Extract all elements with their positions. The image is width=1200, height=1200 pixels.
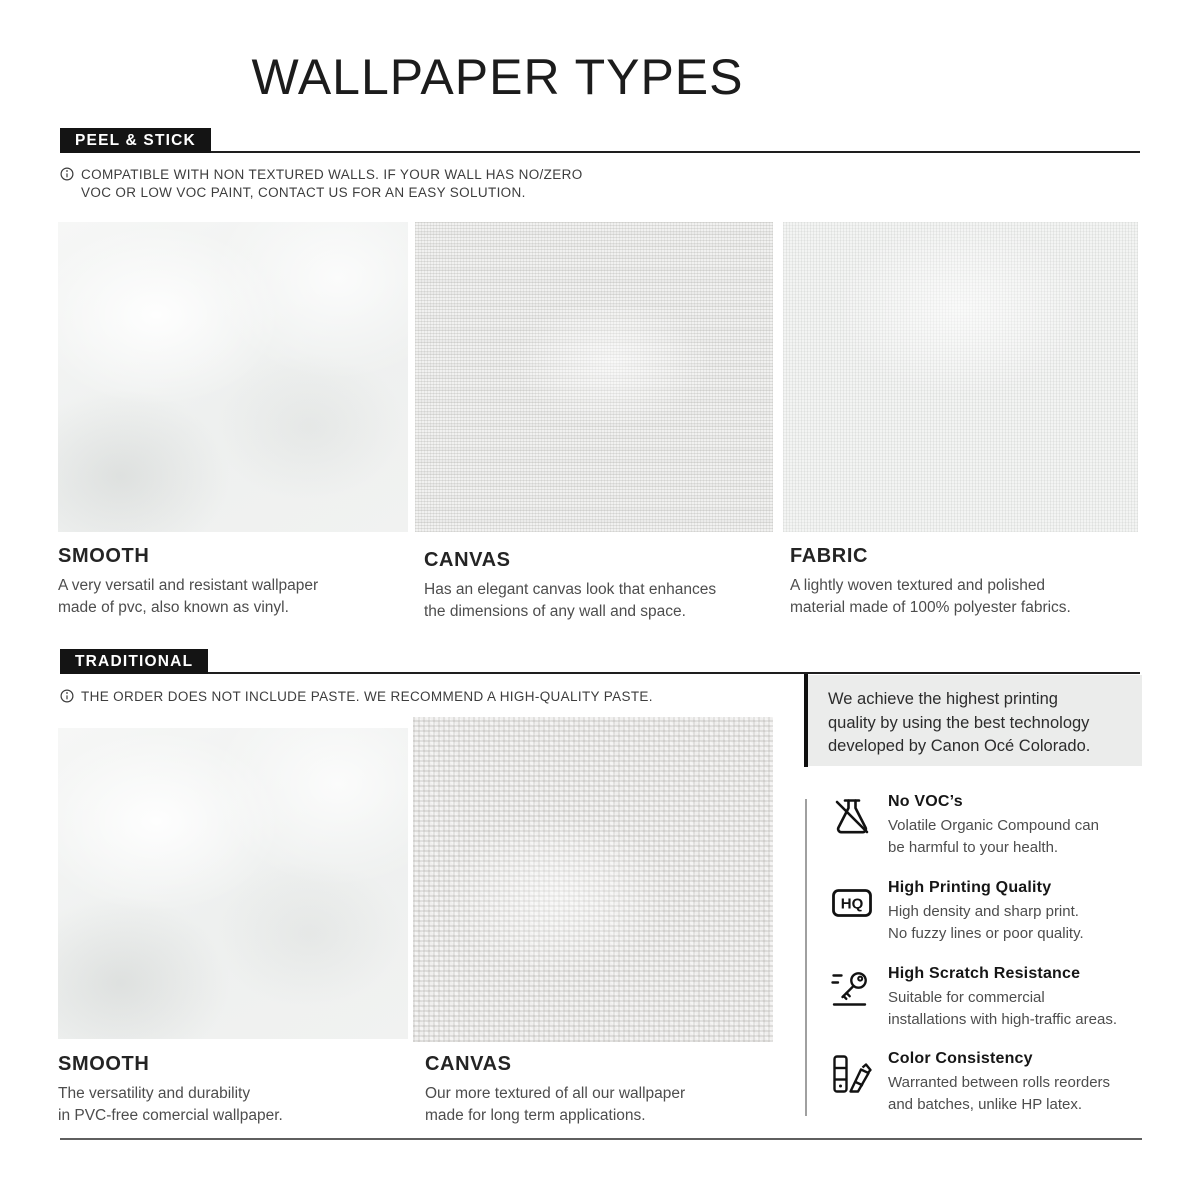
swatch-title: SMOOTH: [58, 545, 150, 567]
note-line: COMPATIBLE WITH NON TEXTURED WALLS. IF YOUR WALL HAS NO/ZERO: [81, 167, 583, 182]
page-title: WALLPAPER TYPES: [251, 49, 744, 105]
quote-line: developed by Canon Océ Colorado.: [828, 737, 1091, 755]
swatch-description-line: in PVC-free comercial wallpaper.: [58, 1107, 283, 1124]
feature-description-line: No fuzzy lines or poor quality.: [888, 924, 1084, 942]
swatch-title: CANVAS: [424, 549, 511, 571]
feature-description-line: Warranted between rolls reorders: [888, 1074, 1111, 1091]
swatch-image-peel-canvas: [415, 222, 773, 532]
feature-item-high-printing-quality: [829, 879, 1141, 944]
feature-item-no-voc: [829, 793, 1141, 858]
key-scratch-icon: [829, 965, 875, 1011]
swatch-image-peel-smooth: [58, 222, 408, 532]
swatch-title: CANVAS: [425, 1053, 512, 1075]
section-divider-peel-stick: [60, 151, 1140, 153]
feature-item-color-consistency: [829, 1050, 1141, 1115]
sidebar-divider-line: [805, 799, 807, 1116]
section-label-text: PEEL & STICK: [75, 131, 196, 149]
peel-stick-note: [60, 166, 583, 201]
feature-description-line: High density and sharp print.: [888, 903, 1079, 920]
note-line: VOC OR LOW VOC PAINT, CONTACT US FOR AN EASY SOLUTION.: [81, 184, 526, 200]
feature-title: High Scratch Resistance: [888, 965, 1081, 982]
swatch-caption-traditional-canvas: [425, 1053, 685, 1127]
hq-badge-icon: [829, 879, 875, 925]
bottom-divider: [60, 1138, 1142, 1140]
swatch-description-line: Has an elegant canvas look that enhances: [424, 581, 717, 598]
feature-title: No VOC’s: [888, 793, 963, 810]
swatch-caption-peel-smooth: [58, 545, 318, 619]
swatch-description-line: material made of 100% polyester fabrics.: [790, 599, 1071, 616]
swatch-caption-peel-canvas: [424, 549, 716, 623]
swatch-description-line: The versatility and durability: [58, 1085, 251, 1102]
info-icon: [60, 167, 74, 181]
no-voc-flask-icon: [829, 793, 875, 839]
quote-box: [808, 675, 1142, 766]
swatch-description-line: A lightly woven textured and polished: [790, 577, 1046, 594]
section-label-peel-stick: [60, 128, 211, 153]
swatch-description-line: the dimensions of any wall and space.: [424, 603, 686, 620]
feature-title: Color Consistency: [888, 1050, 1033, 1067]
quote-line: quality by using the best technology: [828, 713, 1090, 732]
swatch-image-traditional-canvas: [413, 717, 773, 1042]
feature-description-line: installations with high-traffic areas.: [888, 1010, 1117, 1028]
swatch-description-line: Our more textured of all our wallpaper: [425, 1085, 686, 1102]
section-label-text: TRADITIONAL: [75, 652, 194, 670]
swatch-description-line: A very versatil and resistant wallpaper: [58, 577, 319, 594]
info-icon: [60, 689, 74, 703]
swatch-description-line: made of pvc, also known as vinyl.: [58, 599, 289, 616]
section-divider-traditional: [60, 672, 1140, 674]
swatch-caption-traditional-smooth: [58, 1053, 283, 1127]
note-line: THE ORDER DOES NOT INCLUDE PASTE. WE RECOMMEND A HIGH-QUALITY PASTE.: [81, 689, 653, 704]
feature-description-line: and batches, unlike HP latex.: [888, 1095, 1083, 1113]
feature-item-high-scratch-resistance: [829, 965, 1141, 1030]
section-label-traditional: [60, 649, 208, 674]
traditional-note: [60, 688, 653, 706]
quote-line: We achieve the highest printing: [828, 690, 1058, 708]
swatch-title: SMOOTH: [58, 1053, 150, 1075]
color-swatch-book-icon: [829, 1050, 875, 1096]
feature-description-line: Volatile Organic Compound can: [888, 817, 1099, 834]
swatch-image-peel-fabric: [783, 222, 1138, 532]
swatch-image-traditional-smooth: [58, 728, 408, 1039]
swatch-title: FABRIC: [790, 545, 869, 567]
feature-description-line: Suitable for commercial: [888, 989, 1045, 1006]
feature-title: High Printing Quality: [888, 879, 1052, 896]
swatch-description-line: made for long term applications.: [425, 1107, 646, 1124]
svg-text:HQ: HQ: [840, 895, 864, 913]
swatch-caption-peel-fabric: [790, 545, 1071, 619]
feature-description-line: be harmful to your health.: [888, 838, 1059, 856]
